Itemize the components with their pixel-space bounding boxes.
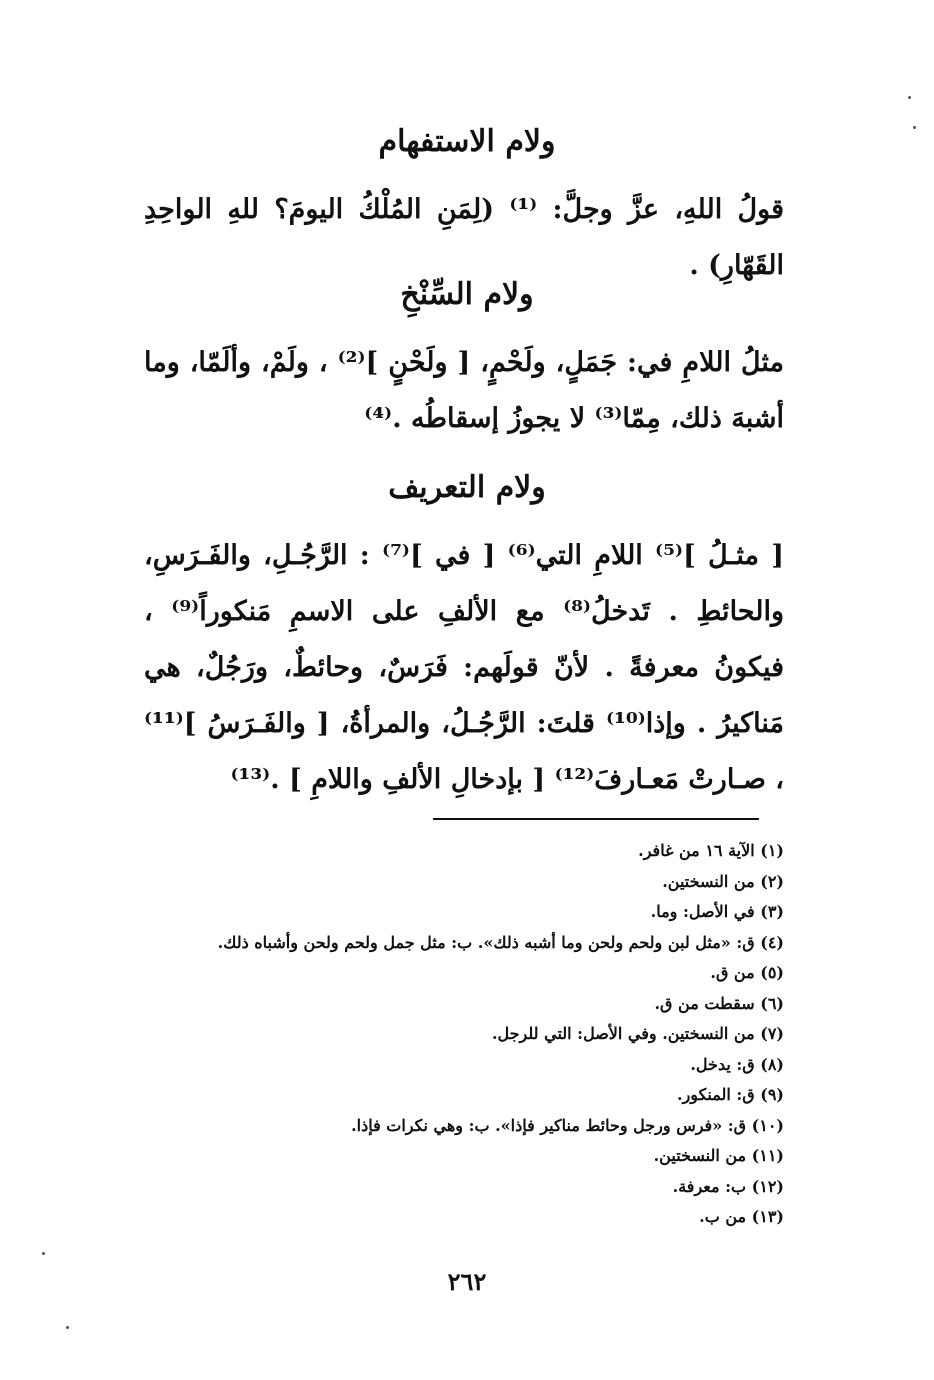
footnote-item: (٨) ق: يدخل. — [690, 1054, 784, 1074]
footnote-item: (٢) من النسختين. — [662, 871, 784, 891]
scan-speck — [913, 126, 916, 129]
section-paragraph-root-lam: مثلُ اللامِ في: جَمَلٍ، ولَحْمٍ، [ ولَحْنٍ ]⁽²⁾ ، ولَمْ، وألَمّا، وما أشبهَ ذلك، مِمّا⁽³⁾ لا يجوزُ إسقاطُه .⁽⁴⁾ — [144, 347, 784, 434]
scan-speck — [42, 1252, 45, 1255]
footnote-item: (١٣) من ب. — [699, 1207, 784, 1226]
footnote-item: (٧) من النسختين. وفي الأصل: التي للرجل. — [491, 1024, 784, 1043]
scan-speck — [908, 96, 911, 99]
footnote-item: (٥) من ق. — [710, 963, 784, 982]
footnote-item: (١١) من النسختين. — [653, 1146, 784, 1165]
footnote-item: (١٢) ب: معرفة. — [672, 1176, 784, 1196]
footnote-item: (٣) في الأصل: وما. — [650, 902, 784, 921]
footnote-item: (٩) ق: المنكور. — [677, 1085, 784, 1104]
section-heading-interrogative-lam: ولام الاستفهام — [378, 124, 556, 159]
footnote-item: (١) الآية ١٦ من غافر. — [638, 841, 784, 860]
scan-speck — [66, 1326, 69, 1329]
page-number: ٢٦٢ — [447, 1267, 487, 1296]
footnote-item: (٦) سقطت من ق. — [654, 993, 784, 1013]
footnote-separator — [433, 818, 759, 820]
section-heading-definite-lam: ولام التعريف — [388, 470, 546, 505]
footnote-item: (٤) ق: «مثل لبن ولحم ولحن وما أشبه ذلك». ب: مثل جمل ولحم ولحن وأشباه ذلك. — [217, 932, 784, 952]
footnote-item: (١٠) ق: «فرس ورجل وحائط مناكير فإذا». ب: وهي نكرات فإذا. — [351, 1115, 784, 1135]
section-heading-root-lam: ولام السِّنْخِ — [400, 277, 534, 312]
section-paragraph-interrogative-lam: قولُ اللهِ، عزَّ وجلَّ: ⁽¹⁾ (لِمَنِ المُلْكُ اليومَ؟ للهِ الواحِدِ القَهّارِ) . — [144, 194, 784, 281]
footnotes-list — [84, 836, 784, 1233]
section-paragraph-definite-lam: [ مثـلُ ]⁽⁵⁾ اللامِ التي⁽⁶⁾ [ في ]⁽⁷⁾ : الرَّجُـلِ، والفَـرَسِ، والحائطِ . تَدخلُ⁽⁸⁾ مع الألفِ على الاسمِ مَنكوراً⁽⁹⁾ ، فيكونُ معرفةً . لأنّ قولَهم: فَرَسٌ، وحائطٌ، ورَجُلٌ، هي مَناكيرُ . وإذا⁽¹⁰⁾ قلتَ: الرَّجُـلُ، والمرأةُ، [ والفَـرَسُ ]⁽¹¹⁾ ، صـارتْ مَعـارفَ⁽¹²⁾ [ بإدخالِ الألفِ واللامِ ] .⁽¹³⁾ — [144, 540, 785, 795]
